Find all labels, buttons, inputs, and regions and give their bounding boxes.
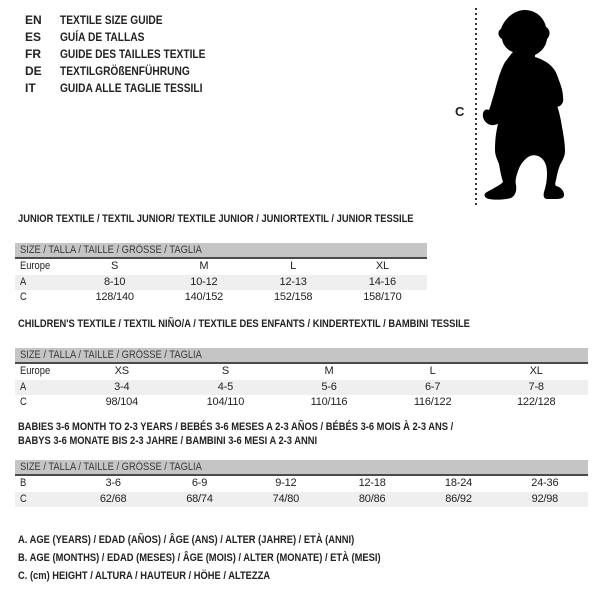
row-label-text: Europe [20, 260, 51, 272]
row-label-text: Europe [20, 365, 51, 377]
table-title [18, 420, 530, 448]
size-value-cell: 5-6 [321, 380, 337, 393]
row-label-cell [15, 380, 70, 396]
size-value-cell: 6-7 [424, 380, 441, 393]
language-title-text: GUIDE DES TAILLES TEXTILE [60, 47, 206, 61]
size-value-cell: XL [375, 260, 389, 272]
row-label-cell [15, 492, 70, 508]
size-value-cell: 110/116 [310, 396, 348, 408]
table-title-text: CHILDREN'S TEXTILE / TEXTIL NIÑO/A / TEXTILE DES ENFANTS / KINDERTEXTIL / BAMBINI TESSILE [18, 318, 470, 330]
language-row [25, 80, 231, 97]
language-title-text: TEXTILE SIZE GUIDE [60, 13, 163, 27]
baby-silhouette-icon [478, 8, 570, 204]
size-value-cell: M [324, 365, 334, 377]
language-title [60, 63, 231, 80]
table-row [15, 364, 588, 380]
size-value-cell: 14-16 [368, 275, 396, 288]
size-value-cell: 10-12 [190, 275, 218, 288]
language-code: FR [25, 47, 41, 61]
row-label-text: C [20, 492, 27, 505]
size-value-cell: 9-12 [275, 477, 297, 489]
legend-note-line [18, 549, 445, 567]
legend-note-line [18, 531, 445, 549]
row-label-cell [15, 290, 70, 306]
size-table [15, 348, 588, 411]
table-title-text: BABYS 3-6 MONATE BIS 2-3 JAHRE / BAMBINI 3-6 MESI A 2-3 ANNI [18, 435, 318, 447]
row-label-cell [15, 476, 70, 492]
row-label-text: C [20, 396, 27, 408]
table-row [15, 380, 588, 396]
language-row [25, 29, 231, 46]
row-label-cell [15, 364, 70, 380]
size-header-text: SIZE / TALLA / TAILLE / GRÖSSE / TAGLIA [20, 244, 202, 256]
size-value-cell: L [429, 365, 436, 377]
table-row [15, 275, 427, 291]
size-value-cell: L [290, 260, 297, 272]
size-value-cell: 158/170 [363, 291, 402, 303]
table-row [15, 492, 588, 508]
language-title-list [25, 12, 231, 97]
language-code: ES [25, 30, 42, 44]
size-value-cell: 80/86 [358, 492, 386, 505]
language-row [25, 12, 231, 29]
size-value-cell: 3-4 [114, 380, 130, 393]
size-value-cell: XL [529, 365, 543, 377]
language-code: EN [25, 13, 42, 27]
size-value-cell: 12-18 [358, 477, 386, 489]
language-title [60, 12, 231, 29]
size-value-cell: 12-13 [279, 275, 307, 288]
size-value-cell: 152/158 [273, 291, 313, 303]
table-title-text: BABIES 3-6 MONTH TO 2-3 YEARS / BEBÉS 3-6 MESES A 2-3 AÑOS / BÉBÉS 3-6 MOIS À 2-3 ANS / [18, 421, 454, 433]
size-value-cell: 128/140 [95, 291, 134, 303]
row-label-cell [15, 259, 70, 275]
legend-note-line [18, 567, 445, 585]
legend-note-text: B. AGE (MONTHS) / EDAD (MESES) / ÂGE (MOIS) / ALTER (MONATE) / ETÀ (MESI) [18, 552, 381, 564]
size-value-cell: 4-5 [217, 380, 234, 393]
table-title [18, 317, 550, 331]
row-label-text: A [20, 275, 27, 288]
legend-notes [18, 531, 445, 585]
size-value-cell: 74/80 [272, 492, 300, 505]
size-value-cell: 24-36 [531, 477, 559, 489]
table-row [15, 395, 588, 411]
row-label-text: A [20, 380, 27, 393]
row-label-cell [15, 275, 70, 291]
language-title [60, 80, 231, 97]
table-row [15, 290, 427, 306]
language-row [25, 63, 231, 80]
table-title-line [18, 317, 550, 331]
height-measure-dotted-line [475, 8, 477, 208]
size-value-cell: 116/122 [413, 396, 452, 408]
table-title [18, 212, 483, 226]
table-row [15, 476, 588, 492]
size-table [15, 243, 427, 306]
table-title-text: JUNIOR TEXTILE / TEXTIL JUNIOR/ TEXTILE JUNIOR / JUNIORTEXTIL / JUNIOR TESSILE [18, 213, 414, 225]
table-title-line [18, 434, 530, 448]
size-header-bar [15, 460, 588, 476]
language-row [25, 46, 231, 63]
size-value-cell: XS [114, 365, 129, 377]
size-value-cell: M [199, 260, 209, 272]
size-value-cell: 62/68 [99, 492, 127, 505]
size-table [15, 460, 588, 507]
language-code: DE [25, 64, 42, 78]
legend-note-text: C. (cm) HEIGHT / ALTURA / HAUTEUR / HÖHE / ALTEZZA [18, 570, 271, 582]
size-value-cell: 122/128 [517, 396, 556, 408]
size-value-cell: 18-24 [444, 477, 473, 489]
size-value-cell: S [111, 260, 119, 272]
size-header-text: SIZE / TALLA / TAILLE / GRÖSSE / TAGLIA [20, 349, 202, 361]
table-title-line [18, 420, 530, 434]
table-row [15, 259, 427, 275]
language-title [60, 29, 231, 46]
size-value-cell: 7-8 [528, 380, 544, 393]
size-value-cell: 140/152 [184, 291, 224, 303]
size-value-cell: 8-10 [104, 275, 126, 288]
row-label-cell [15, 395, 70, 411]
height-measure-label: C [455, 104, 465, 119]
legend-note-text: A. AGE (YEARS) / EDAD (AÑOS) / ÂGE (ANS) / ALTER (JAHRE) / ETÀ (ANNI) [18, 534, 355, 546]
size-value-cell: 104/110 [206, 396, 245, 408]
size-value-cell: 6-9 [191, 477, 208, 489]
size-value-cell: 98/104 [105, 396, 139, 408]
size-value-cell: 3-6 [105, 477, 121, 489]
size-header-bar [15, 243, 427, 259]
size-value-cell: 68/74 [186, 492, 213, 505]
size-header-text: SIZE / TALLA / TAILLE / GRÖSSE / TAGLIA [20, 461, 202, 473]
size-header-bar [15, 348, 588, 364]
language-code: IT [25, 81, 36, 95]
row-label-text: C [20, 291, 27, 303]
size-value-cell: 86/92 [445, 492, 472, 505]
table-title-line [18, 212, 483, 226]
size-value-cell: S [221, 365, 229, 377]
language-title [60, 46, 231, 63]
language-title-text: TEXTILGRÖßENFÜHRUNG [60, 64, 190, 78]
language-title-text: GUIDA ALLE TAGLIE TESSILI [60, 81, 203, 95]
language-title-text: GUÍA DE TALLAS [60, 30, 145, 44]
row-label-text: B [20, 477, 27, 489]
size-value-cell: 92/98 [531, 492, 559, 505]
